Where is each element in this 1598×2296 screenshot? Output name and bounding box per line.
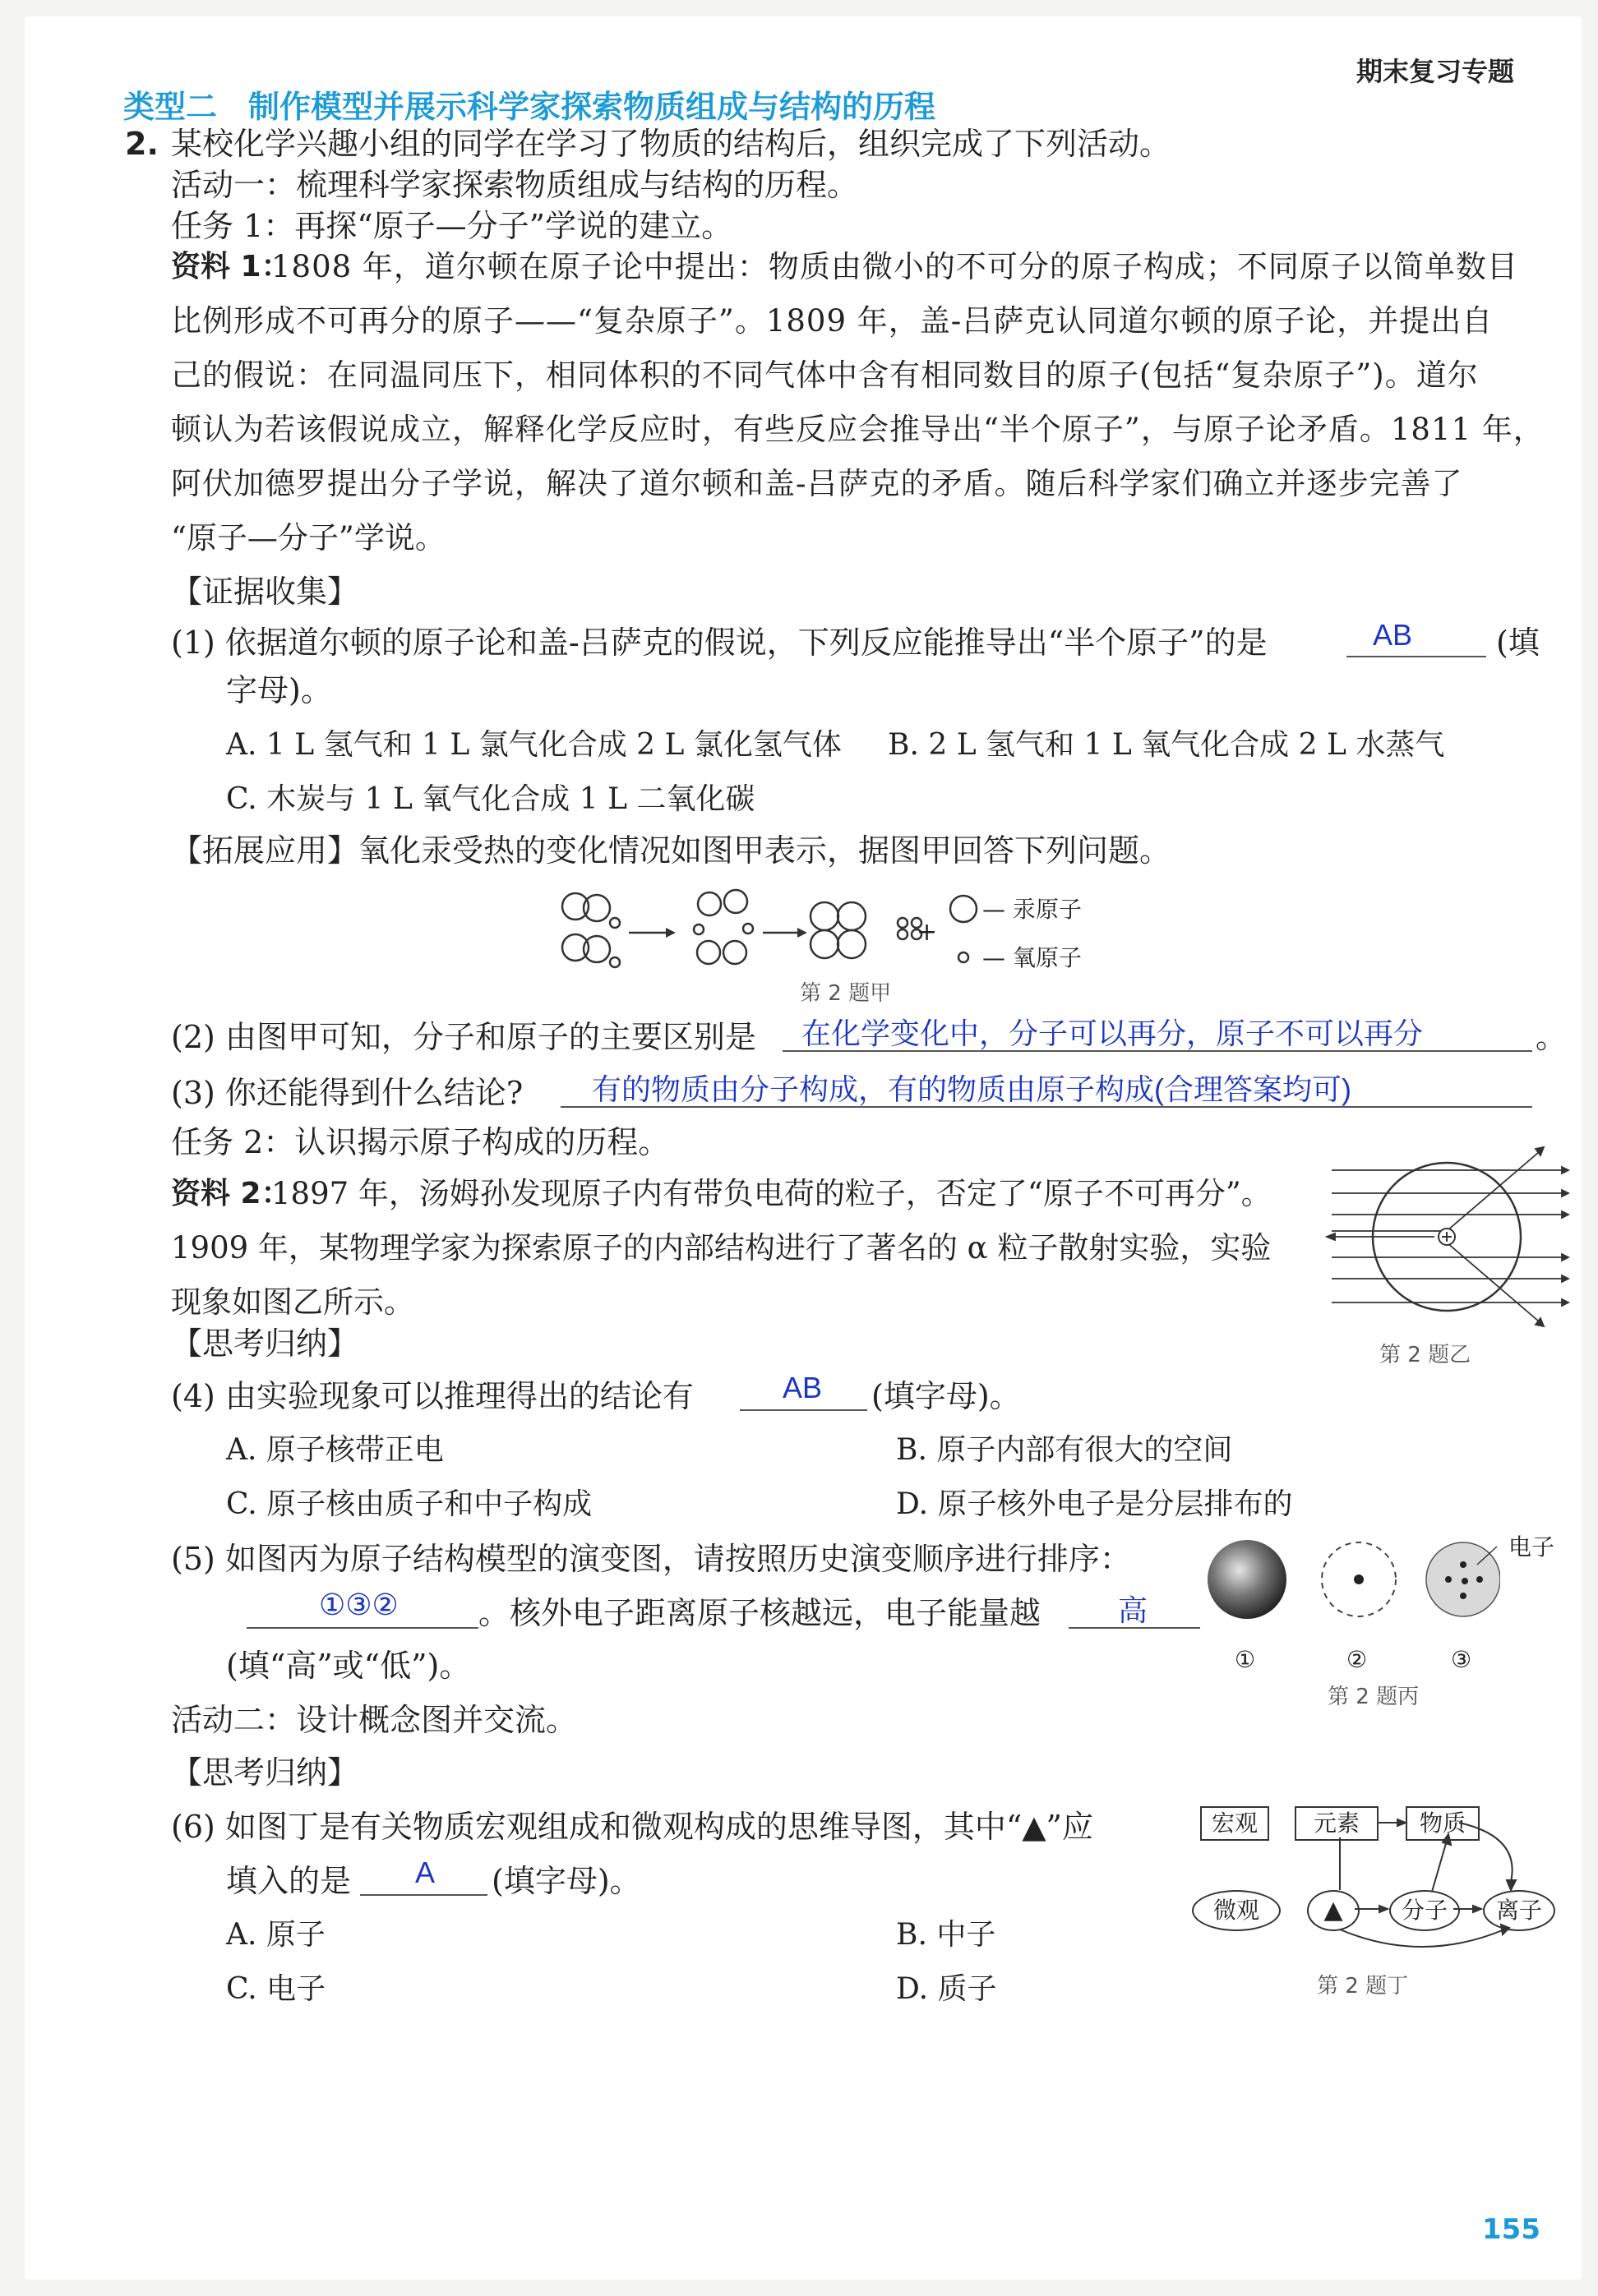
s4-answer: AB xyxy=(783,1371,823,1404)
material2-line: 1897 年，汤姆孙发现原子内有带负电荷的粒子，否定了“原子不可再分”。 xyxy=(271,1176,1272,1211)
material1-line: 比例形成不可再分的原子——“复杂原子”。1809 年，盖-吕萨克认同道尔顿的原子论，并提出自 xyxy=(171,303,1494,339)
expand-heading: 【拓展应用】氧化汞受热的变化情况如图甲表示，据图甲回答下列问题。 xyxy=(171,832,1171,869)
oxygen-atom xyxy=(898,929,908,939)
task-one: 任务 1：再探“原子—分子”学说的建立。 xyxy=(171,208,733,244)
s5-answer-order: ①③② xyxy=(319,1588,399,1621)
material1-label: 资料 1： xyxy=(171,250,291,284)
oxygen-atom xyxy=(694,924,704,934)
legend-oxygen-atom xyxy=(958,952,968,962)
s6-option-d: D. 质子 xyxy=(896,1972,997,2006)
model-label: ③ xyxy=(1451,1646,1472,1673)
map-node-element: 元素 xyxy=(1295,1806,1379,1841)
s4-text: (4) 由实验现象可以推理得出的结论有 xyxy=(171,1378,694,1414)
arrow-icon xyxy=(797,928,807,938)
s6-text: (6) 如图丁是有关物质宏观组成和微观构成的思维导图，其中“▲”应 xyxy=(171,1809,1093,1845)
map-node-molecule: 分子 xyxy=(1389,1890,1460,1931)
material2-label: 资料 2： xyxy=(171,1177,291,1210)
s1-option-a: A. 1 L 氢气和 1 L 氯气化合成 2 L 氯化氢气体 xyxy=(226,728,842,762)
map-node-ion: 离子 xyxy=(1483,1890,1555,1931)
s2-end: 。 xyxy=(1536,1019,1568,1055)
mercury-atom xyxy=(698,892,721,915)
s4-text-b: (填字母)。 xyxy=(871,1378,1021,1414)
s3-answer: 有的物质由分子构成，有的物质由原子构成(合理答案均可) xyxy=(592,1072,1351,1106)
s6-option-a: A. 原子 xyxy=(226,1918,326,1952)
s5-text: (5) 如图丙为原子结构模型的演变图，请按照历史演变顺序进行排序： xyxy=(171,1541,1131,1577)
model-label: ② xyxy=(1346,1646,1368,1673)
atom-models-figure xyxy=(1188,1528,1500,1635)
mercury-atom xyxy=(811,902,838,930)
electron-label: 电子 xyxy=(1508,1533,1555,1561)
map-node-substance: 物质 xyxy=(1406,1806,1480,1841)
activity-one: 活动一：梳理科学家探索物质组成与结构的历程。 xyxy=(171,167,859,203)
s1-blank xyxy=(1346,656,1486,657)
s6-answer: A xyxy=(415,1856,436,1889)
alpha-scattering-figure xyxy=(1323,1142,1570,1339)
model-label: ① xyxy=(1235,1646,1256,1673)
plus-sign: + xyxy=(917,918,938,947)
material1-line: 阿伏加德罗提出分子学说，解决了道尔顿和盖-吕萨克的矛盾。随后科学家们确立并逐步完善了 xyxy=(171,466,1463,501)
mercury-atom xyxy=(811,930,838,958)
map-node-triangle: ▲ xyxy=(1307,1890,1360,1931)
oxygen-atom xyxy=(610,918,620,928)
worksheet-page xyxy=(25,16,1582,2280)
evidence-heading: 【证据收集】 xyxy=(171,574,359,610)
s2-text: (2) 由图甲可知，分子和原子的主要区别是 xyxy=(171,1019,756,1055)
material1-line: 己的假说：在同温同压下，相同体积的不同气体中含有相同数目的原子(包括“复杂原子”)。道尔 xyxy=(171,357,1479,393)
legend-mercury: — 汞原子 xyxy=(982,896,1082,923)
arrow-icon xyxy=(666,928,676,938)
s6-text-c: (填字母)。 xyxy=(492,1863,641,1899)
oxygen-atom xyxy=(898,918,908,928)
map-node-macro: 宏观 xyxy=(1200,1806,1269,1841)
s4-blank xyxy=(740,1409,867,1411)
map-node-micro: 微观 xyxy=(1192,1890,1281,1931)
figure-yi-caption: 第 2 题乙 xyxy=(1379,1343,1471,1367)
legend-oxygen: — 氧原子 xyxy=(982,944,1082,971)
s1-answer: AB xyxy=(1373,618,1413,652)
s5-text-c: (填“高”或“低”)。 xyxy=(226,1648,471,1684)
s4-option-d: D. 原子核外电子是分层排布的 xyxy=(896,1487,1293,1521)
s4-option-b: B. 原子内部有很大的空间 xyxy=(896,1433,1233,1467)
mercury-atom xyxy=(838,930,866,958)
figure-bing-caption: 第 2 题丙 xyxy=(1328,1685,1420,1709)
s1-option-c: C. 木炭与 1 L 氧气化合成 1 L 二氧化碳 xyxy=(226,782,755,816)
s5-text-b: 。核外电子距离原子核越远，电子能量越 xyxy=(478,1595,1041,1631)
task-two: 任务 2：认识揭示原子构成的历程。 xyxy=(171,1124,670,1160)
material1-line: 1808 年，道尔顿在原子论中提出：物质由微小的不可分的原子构成；不同原子以简单数目 xyxy=(271,249,1518,284)
think-heading-2: 【思考归纳】 xyxy=(171,1754,359,1791)
s6-text-b: 填入的是 xyxy=(226,1863,352,1899)
material1-line: 顿认为若该假说成立，解释化学反应时，有些反应会推导出“半个原子”，与原子论矛盾。1811 年， xyxy=(171,412,1545,447)
s3-text: (3) 你还能得到什么结论? xyxy=(171,1075,524,1111)
legend-mercury-atom xyxy=(950,896,977,922)
question-intro: 某校化学兴趣小组的同学在学习了物质的结构后，组织完成了下列活动。 xyxy=(171,126,1171,162)
mercury-atom xyxy=(723,941,746,964)
solid-sphere-model xyxy=(1208,1540,1286,1619)
s5-answer-energy: 高 xyxy=(1118,1593,1148,1627)
s1-text: (1) 依据道尔顿的原子论和盖-吕萨克的假说，下列反应能推导出“半个原子”的是 xyxy=(171,625,1268,661)
page-number: 155 xyxy=(1482,2213,1540,2246)
s2-answer: 在化学变化中，分子可以再分，原子不可以再分 xyxy=(801,1017,1424,1050)
s6-option-c: C. 电子 xyxy=(226,1972,326,2006)
s4-option-a: A. 原子核带正电 xyxy=(226,1433,444,1467)
oxygen-atom xyxy=(743,924,753,934)
mercury-atom xyxy=(697,941,720,964)
s1-option-b: B. 2 L 氢气和 1 L 氧气化合成 2 L 水蒸气 xyxy=(888,728,1445,762)
material2-line: 现象如图乙所示。 xyxy=(171,1284,414,1320)
section-header: 期末复习专题 xyxy=(1356,56,1515,87)
s1-text-c: 字母)。 xyxy=(226,672,332,708)
type-title: 类型二 制作模型并展示科学家探索物质组成与结构的历程 xyxy=(123,89,936,125)
question-number: 2. xyxy=(125,126,159,162)
figure-ding-caption: 第 2 题丁 xyxy=(1317,1974,1409,1999)
activity-two: 活动二：设计概念图并交流。 xyxy=(171,1702,578,1738)
oxygen-atom xyxy=(610,957,620,967)
figure-jia-caption: 第 2 题甲 xyxy=(800,981,892,1006)
material1-line: “原子—分子”学说。 xyxy=(171,520,446,556)
s4-option-c: C. 原子核由质子和中子构成 xyxy=(226,1487,593,1521)
mercury-atom xyxy=(838,902,866,930)
mercury-atom xyxy=(724,890,747,913)
think-heading: 【思考归纳】 xyxy=(171,1326,359,1362)
s6-option-b: B. 中子 xyxy=(896,1918,996,1952)
s5-blank-order xyxy=(247,1627,478,1629)
material2-line: 1909 年，某物理学家为探索原子的内部结构进行了著名的 α 粒子散射实验，实验 xyxy=(171,1230,1272,1266)
s6-blank xyxy=(360,1894,487,1896)
s1-text-b: (填 xyxy=(1496,625,1540,661)
